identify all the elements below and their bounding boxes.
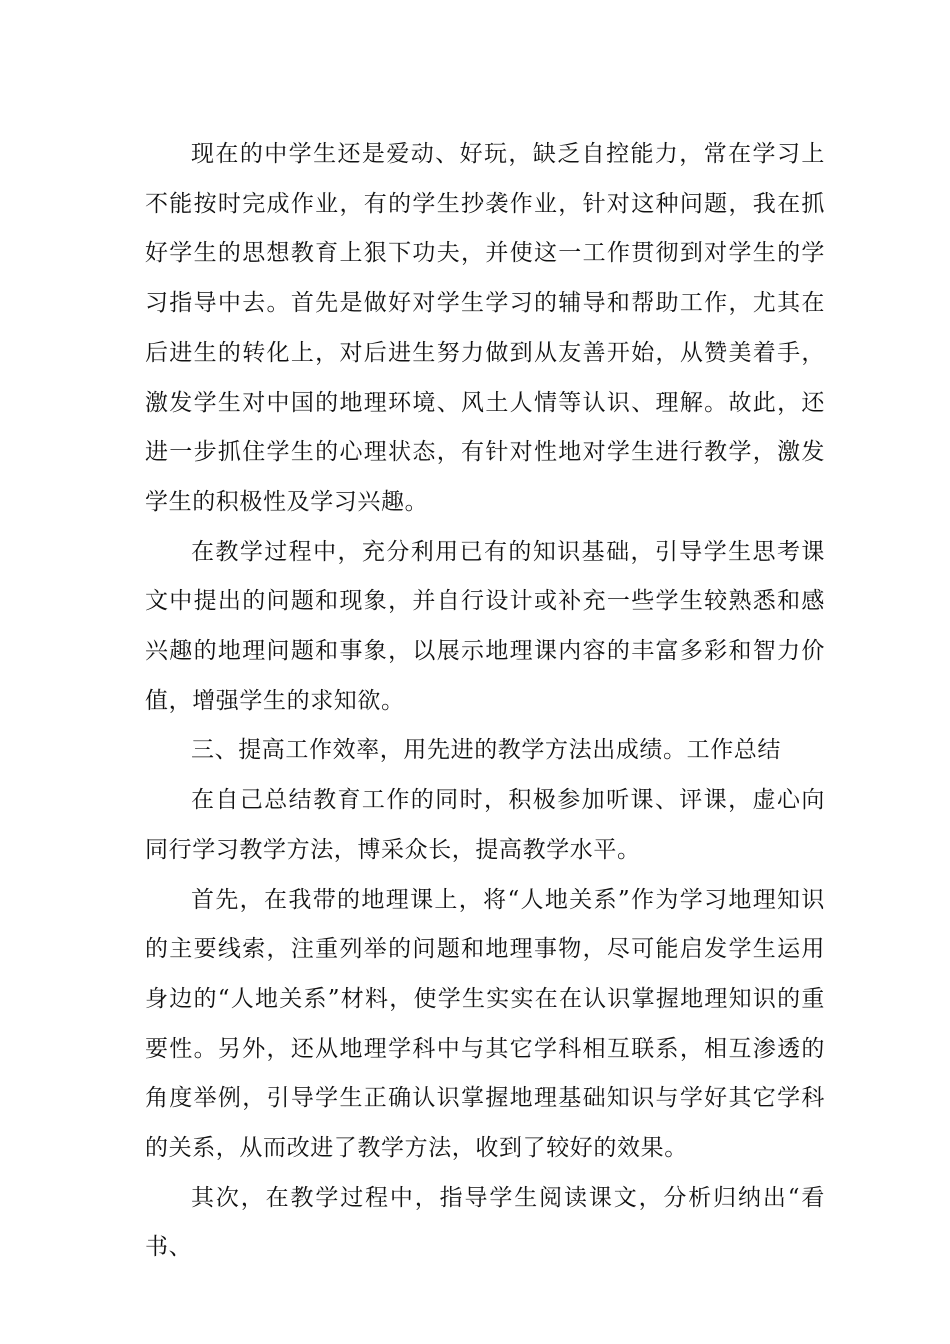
- paragraph-self-summary: 在自己总结教育工作的同时，积极参加听课、评课，虚心向同行学习教学方法，博采众长，提高教学水平。: [145, 787, 825, 863]
- paragraph-second-point: 其次，在教学过程中，指导学生阅读课文，分析归纳出“看书、: [145, 1184, 825, 1261]
- document-body: [145, 130, 825, 1273]
- paragraph-teaching-process: 在教学过程中，充分利用已有的知识基础，引导学生思考课文中提出的问题和现象，并自行设计或补充一些学生较熟悉和感兴趣的地理问题和事象，以展示地理课内容的丰富多彩和智力价值，增强学生的求知欲。: [145, 538, 825, 714]
- paragraph-first-point: 首先，在我带的地理课上，将“人地关系”作为学习地理知识的主要线索，注重列举的问题和地理事物，尽可能启发学生运用身边的“人地关系”材料，使学生实实在在认识掌握地理知识的重要性。另外，还从地理学科中与其它学科相互联系，相互渗透的角度举例，引导学生正确认识掌握地理基础知识与学好其它学科的关系，从而改进了教学方法，收到了较好的效果。: [145, 886, 825, 1162]
- paragraph-student-guidance: 现在的中学生还是爱动、好玩，缺乏自控能力，常在学习上不能按时完成作业，有的学生抄袭作业，针对这种问题，我在抓好学生的思想教育上狠下功夫，并使这一工作贯彻到对学生的学习指导中去。首先是做好对学生学习的辅导和帮助工作，尤其在后进生的转化上，对后进生努力做到从友善开始，从赞美着手，激发学生对中国的地理环境、风土人情等认识、理解。故此，还进一步抓住学生的心理状态，有针对性地对学生进行教学，激发学生的积极性及学习兴趣。: [145, 141, 825, 515]
- section-heading-efficiency: 三、提高工作效率，用先进的教学方法出成绩。工作总结: [191, 737, 781, 764]
